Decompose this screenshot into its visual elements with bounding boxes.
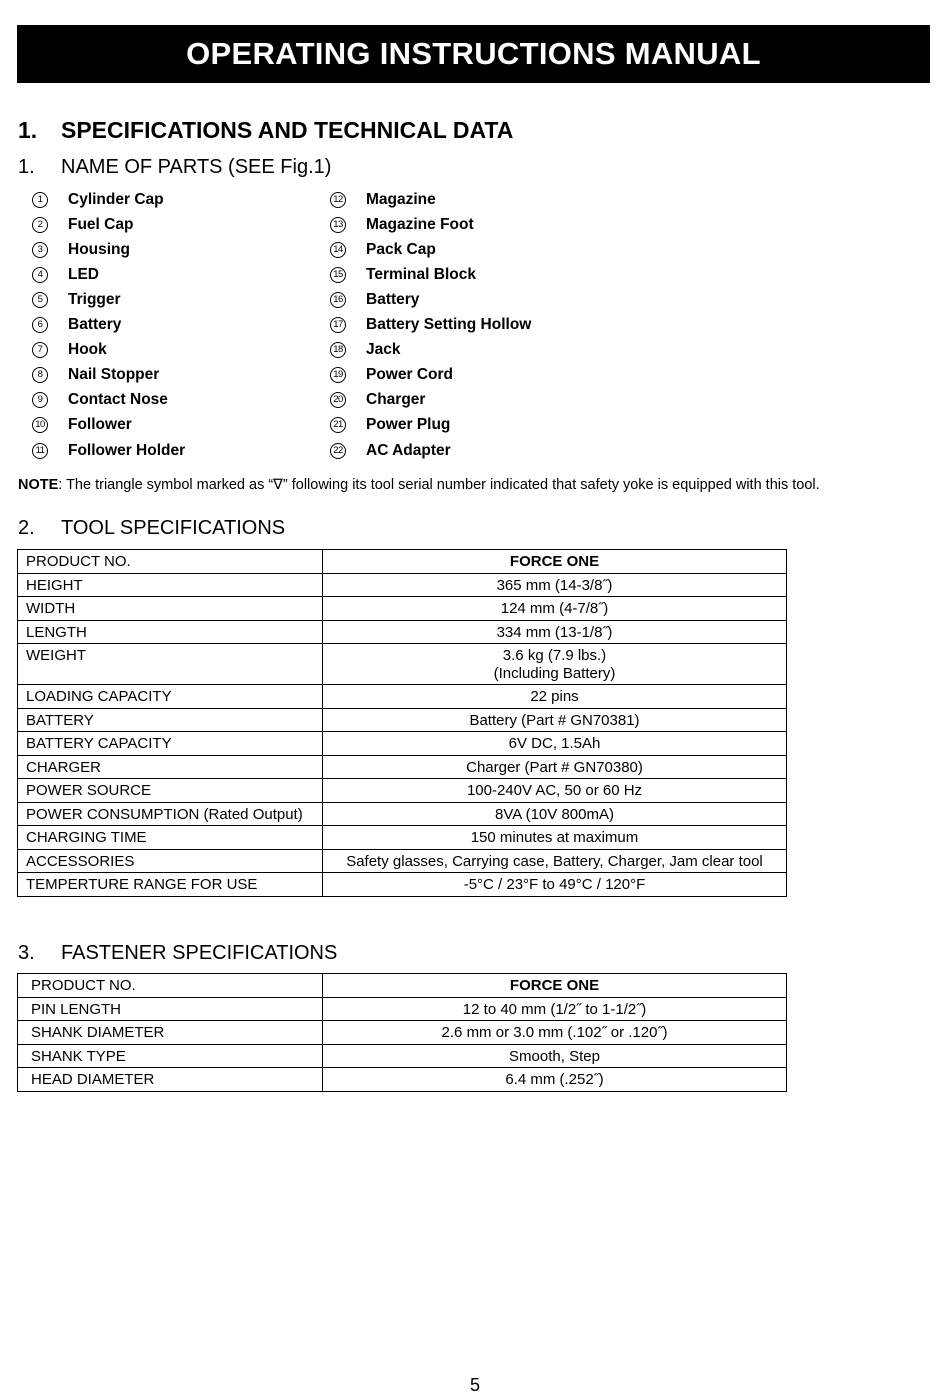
spec-value	[323, 1021, 787, 1045]
subheading-number: 2.	[18, 517, 35, 539]
part-number-badge: 3	[32, 242, 48, 258]
part-item	[328, 413, 450, 438]
part-item	[30, 187, 164, 212]
note-label: NOTE	[18, 477, 59, 493]
spec-value	[323, 849, 787, 873]
spec-value	[323, 573, 787, 597]
spec-value-line: 150 minutes at maximum	[470, 829, 639, 846]
spec-label: PIN LENGTH	[18, 997, 323, 1021]
part-number-badge: 18	[330, 342, 346, 358]
part-number-badge: 4	[32, 267, 48, 283]
part-number-badge: 1	[32, 192, 48, 208]
spec-row	[18, 573, 787, 597]
subheading-number: 3.	[18, 942, 35, 964]
part-item	[328, 313, 531, 338]
spec-value-line: 8VA (10V 800mA)	[495, 805, 614, 823]
spec-value-line: 6.4 mm (.252˝)	[505, 1071, 604, 1088]
spec-label: BATTERY CAPACITY	[18, 732, 323, 756]
spec-value	[323, 779, 787, 803]
part-number-badge: 15	[330, 267, 346, 283]
spec-value	[323, 620, 787, 644]
part-item	[30, 287, 121, 312]
part-number-badge: 13	[330, 217, 346, 233]
spec-label: PRODUCT NO.	[18, 974, 323, 998]
part-name: Hook	[68, 341, 107, 359]
part-number-badge: 19	[330, 367, 346, 383]
part-number-badge: 9	[32, 392, 48, 408]
part-item	[328, 262, 476, 287]
part-name: Follower Holder	[68, 441, 186, 459]
part-name: Contact Nose	[68, 391, 168, 409]
spec-label: TEMPERTURE RANGE FOR USE	[18, 873, 323, 897]
part-item	[30, 237, 130, 262]
spec-value-line: Safety glasses, Carrying case, Battery, Charger, Jam clear tool	[346, 852, 763, 870]
spec-value	[323, 873, 787, 897]
part-item	[328, 212, 474, 237]
spec-label: CHARGER	[18, 755, 323, 779]
part-number-badge: 10	[32, 417, 48, 433]
part-name: Battery	[68, 316, 122, 333]
part-item	[328, 363, 453, 388]
part-name: Fuel Cap	[68, 215, 134, 233]
spec-label: ACCESSORIES	[18, 849, 323, 873]
spec-value	[323, 974, 787, 998]
spec-value-line: 124 mm (4-7/8˝)	[500, 600, 609, 617]
part-name: Housing	[68, 240, 130, 258]
tool-specifications-table	[17, 549, 787, 897]
part-name: Power Plug	[366, 416, 451, 434]
part-item	[30, 338, 107, 363]
spec-value-line: FORCE ONE	[509, 553, 600, 570]
part-item	[328, 388, 425, 413]
part-name: Battery	[366, 290, 420, 308]
spec-value	[323, 826, 787, 850]
spec-value	[323, 755, 787, 779]
spec-label: SHANK TYPE	[18, 1044, 323, 1068]
spec-row	[18, 597, 787, 621]
spec-row	[18, 620, 787, 644]
part-number-badge: 16	[330, 292, 346, 308]
spec-value	[323, 597, 787, 621]
spec-label: POWER SOURCE	[18, 779, 323, 803]
part-name: Pack Cap	[366, 240, 436, 258]
part-number-badge: 14	[330, 242, 346, 258]
note-paragraph	[18, 475, 938, 495]
part-name: Jack	[366, 341, 401, 359]
part-item	[30, 363, 159, 388]
part-number-badge: 12	[330, 192, 346, 208]
part-number-badge: 7	[32, 342, 48, 358]
spec-value-line: 22 pins	[530, 688, 579, 705]
spec-value-line: 12 to 40 mm (1/2˝ to 1-1/2˝)	[462, 1000, 647, 1018]
part-number-badge: 20	[330, 392, 346, 408]
spec-value-line: Charger (Part # GN70380)	[466, 758, 643, 776]
part-number-badge: 2	[32, 217, 48, 233]
spec-row	[18, 779, 787, 803]
spec-row	[18, 1068, 787, 1092]
part-name: Charger	[366, 391, 426, 409]
spec-label: LOADING CAPACITY	[18, 685, 323, 709]
manual-title-banner: OPERATING INSTRUCTIONS MANUAL	[17, 25, 930, 83]
part-name: Nail Stopper	[68, 366, 160, 384]
part-number-badge: 17	[330, 317, 346, 333]
spec-value	[323, 1068, 787, 1092]
section-number: 1.	[18, 117, 38, 143]
spec-row	[18, 997, 787, 1021]
part-item	[328, 187, 436, 212]
spec-row	[18, 849, 787, 873]
part-number-badge: 5	[32, 292, 48, 308]
spec-row	[18, 755, 787, 779]
part-item	[328, 237, 436, 262]
spec-value	[323, 550, 787, 574]
spec-row	[18, 1021, 787, 1045]
part-item	[328, 438, 451, 463]
part-item	[328, 338, 400, 363]
subheading-tool-specifications	[18, 515, 285, 541]
spec-row	[18, 974, 787, 998]
spec-value-line: -5°C / 23°F to 49°C / 120°F	[463, 876, 646, 893]
spec-value-line: (Including Battery)	[493, 665, 616, 682]
fastener-specifications-table	[17, 973, 787, 1092]
part-item	[30, 262, 99, 287]
spec-value	[323, 802, 787, 826]
spec-label: HEIGHT	[18, 573, 323, 597]
spec-value	[323, 685, 787, 709]
spec-label: SHANK DIAMETER	[18, 1021, 323, 1045]
spec-value-line: 2.6 mm or 3.0 mm (.102˝ or .120˝)	[441, 1024, 668, 1041]
spec-label: WEIGHT	[18, 644, 323, 685]
part-item	[30, 212, 133, 237]
part-item	[30, 413, 132, 438]
spec-value-line: FORCE ONE	[509, 977, 600, 994]
section-heading-specifications	[18, 116, 513, 144]
part-name: Magazine Foot	[366, 215, 474, 233]
spec-label: HEAD DIAMETER	[18, 1068, 323, 1092]
section-title: SPECIFICATIONS AND TECHNICAL DATA	[61, 117, 514, 143]
part-name: LED	[68, 265, 99, 283]
part-item	[30, 388, 168, 413]
part-number-badge: 21	[330, 417, 346, 433]
spec-row	[18, 550, 787, 574]
part-item	[30, 313, 121, 338]
spec-value	[323, 1044, 787, 1068]
part-name: Trigger	[68, 290, 121, 308]
spec-value-line: 100-240V AC, 50 or 60 Hz	[466, 782, 643, 799]
subheading-title: TOOL SPECIFICATIONS	[61, 517, 286, 539]
spec-row	[18, 826, 787, 850]
spec-label: POWER CONSUMPTION (Rated Output)	[18, 802, 323, 826]
part-name: Terminal Block	[366, 265, 476, 283]
spec-value-line: 365 mm (14-3/8˝)	[496, 576, 613, 594]
spec-value	[323, 732, 787, 756]
spec-row	[18, 1044, 787, 1068]
subheading-title: NAME OF PARTS (SEE Fig.1)	[61, 156, 332, 178]
spec-row	[18, 732, 787, 756]
part-name: AC Adapter	[366, 441, 451, 459]
part-name: Magazine	[366, 190, 436, 208]
spec-value-line: Battery (Part # GN70381)	[469, 711, 640, 729]
subheading-title: FASTENER SPECIFICATIONS	[61, 942, 338, 964]
spec-value-line: 3.6 kg (7.9 lbs.)	[502, 647, 607, 664]
subheading-fastener-specifications	[18, 940, 337, 966]
subheading-number: 1.	[18, 156, 35, 178]
page-number: 5	[469, 1375, 480, 1395]
part-name: Follower	[68, 416, 132, 434]
subheading-name-of-parts	[18, 154, 331, 180]
spec-value	[323, 997, 787, 1021]
spec-label: BATTERY	[18, 708, 323, 732]
part-number-badge: 22	[330, 443, 346, 459]
spec-value	[323, 644, 787, 685]
spec-label: CHARGING TIME	[18, 826, 323, 850]
part-number-badge: 8	[32, 367, 48, 383]
spec-label: LENGTH	[18, 620, 323, 644]
spec-value-line: Smooth, Step	[509, 1047, 600, 1065]
spec-value-line: 6V DC, 1.5Ah	[508, 735, 601, 752]
part-number-badge: 6	[32, 317, 48, 333]
part-name: Power Cord	[366, 366, 453, 384]
note-text: : The triangle symbol marked as “∇” following its tool serial number indicated that safety yoke is equipped with this tool.	[58, 477, 820, 493]
part-name: Battery Setting Hollow	[366, 316, 532, 333]
spec-value	[323, 708, 787, 732]
spec-row	[18, 685, 787, 709]
part-item	[328, 287, 419, 312]
spec-value-line: 334 mm (13-1/8˝)	[496, 623, 613, 641]
spec-label: WIDTH	[18, 597, 323, 621]
spec-row	[18, 873, 787, 897]
part-number-badge: 11	[32, 443, 48, 459]
part-item	[30, 438, 185, 463]
spec-row	[18, 644, 787, 685]
spec-label: PRODUCT NO.	[18, 550, 323, 574]
spec-row	[18, 708, 787, 732]
part-name: Cylinder Cap	[68, 190, 164, 208]
spec-row	[18, 802, 787, 826]
